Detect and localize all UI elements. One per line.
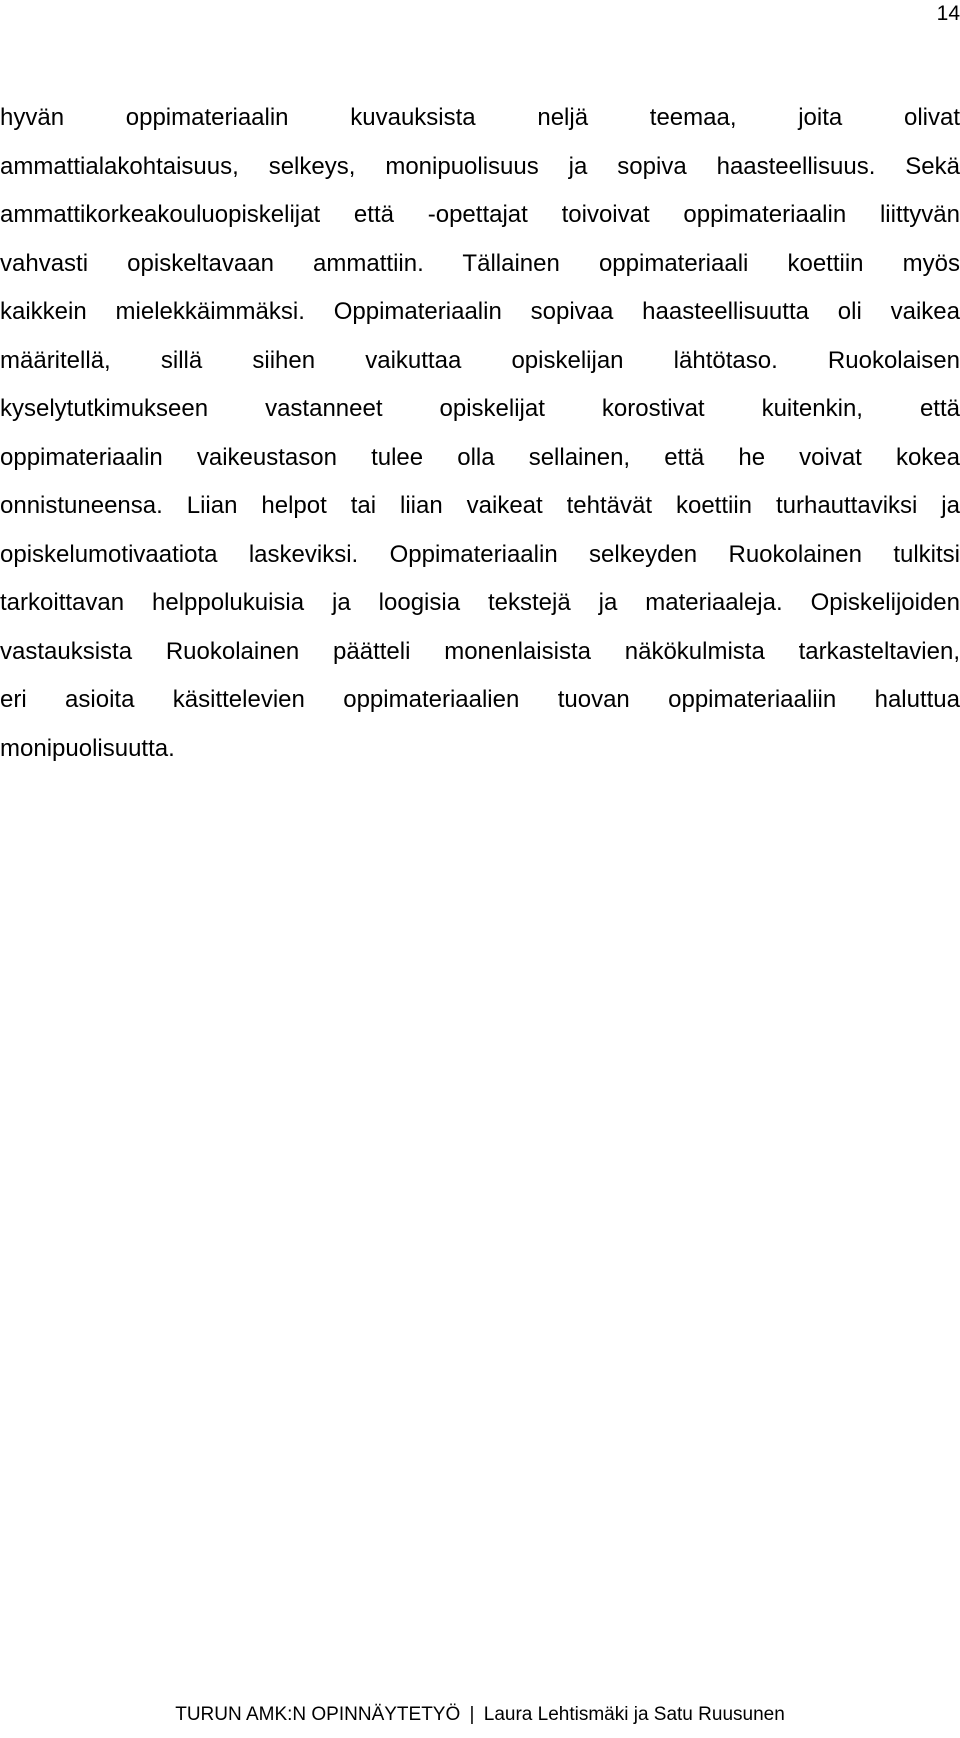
page-footer — [0, 1704, 960, 1726]
body-paragraph — [0, 104, 960, 783]
body-line: opiskelumotivaatiota laskeviksi. Oppimateriaalin selkeyden Ruokolainen tulkitsi — [0, 540, 960, 568]
body-line: monipuolisuutta. — [0, 734, 175, 762]
body-line: ammattikorkeakouluopiskelijat että -opettajat toivoivat oppimateriaalin liittyvän — [0, 201, 960, 228]
footer-separator: | — [469, 1704, 475, 1725]
body-line: kaikkein mielekkäimmäksi. Oppimateriaalin sopivaa haasteellisuutta oli vaikea — [0, 298, 960, 325]
body-line: määritellä, sillä siihen vaikuttaa opiskelijan lähtötaso. Ruokolaisen — [0, 346, 960, 374]
page-number: 14 — [936, 2, 960, 25]
body-line: tarkoittavan helppolukuisia ja loogisia tekstejä ja materiaaleja. Opiskelijoiden — [0, 589, 960, 616]
body-line: hyvän oppimateriaalin kuvauksista neljä teemaa, joita olivat — [0, 104, 960, 131]
footer-institution: TURUN AMK:N OPINNÄYTETYÖ — [175, 1704, 461, 1725]
body-line: ammattialakohtaisuus, selkeys, monipuolisuus ja sopiva haasteellisuus. Sekä — [0, 152, 960, 180]
body-line: vastauksista Ruokolainen päätteli monenlaisista näkökulmista tarkasteltavien, — [0, 637, 960, 665]
body-line: eri asioita käsittelevien oppimateriaalien tuovan oppimateriaaliin haluttua — [0, 686, 960, 713]
footer-authors: Laura Lehtismäki ja Satu Ruusunen — [483, 1704, 785, 1725]
body-line: onnistuneensa. Liian helpot tai liian vaikeat tehtävät koettiin turhauttaviksi ja — [0, 492, 960, 519]
body-line: vahvasti opiskeltavaan ammattiin. Tällainen oppimateriaali koettiin myös — [0, 249, 960, 277]
body-line: kyselytutkimukseen vastanneet opiskelijat korostivat kuitenkin, että — [0, 395, 960, 422]
body-line: oppimateriaalin vaikeustason tulee olla sellainen, että he voivat kokea — [0, 443, 960, 471]
